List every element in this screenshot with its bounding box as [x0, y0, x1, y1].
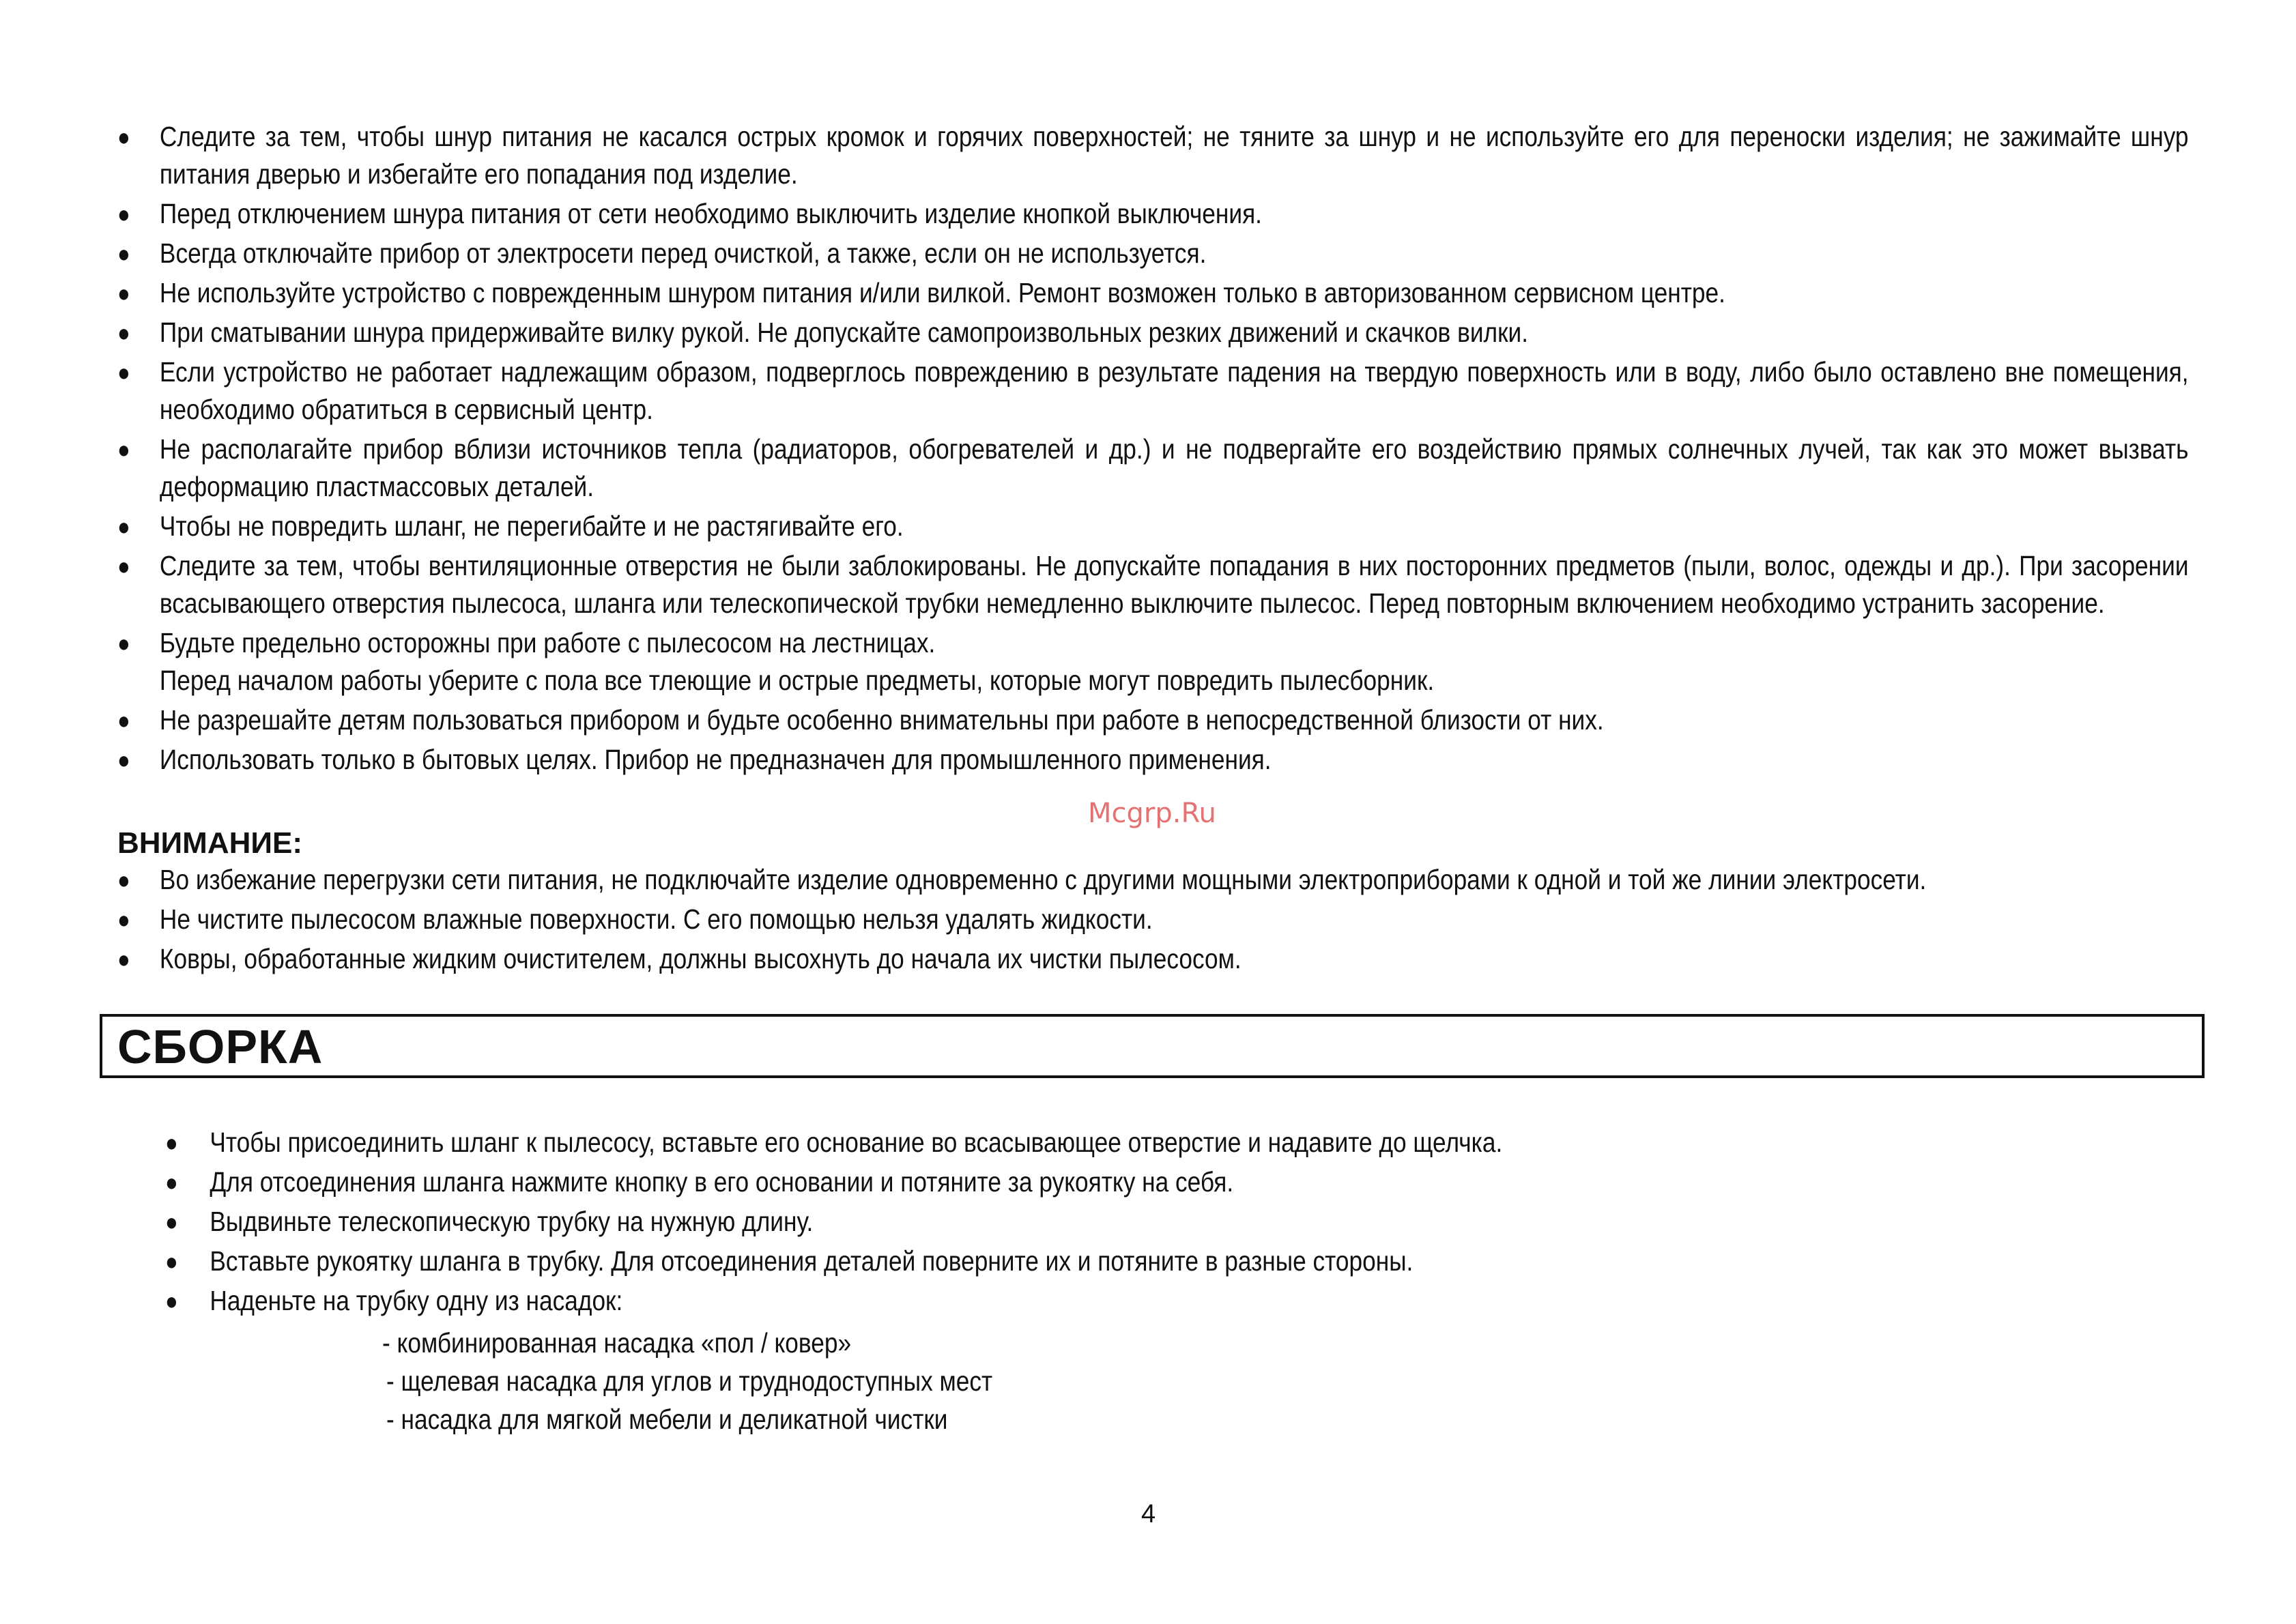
bullet-icon: ●	[117, 706, 130, 734]
list-item-text: Чтобы не повредить шланг, не перегибайте и не растягивайте его.	[159, 510, 904, 542]
bullet-icon: ●	[165, 1287, 178, 1315]
attachments-list	[382, 1324, 1091, 1438]
list-item-text: Всегда отключайте прибор от электросети перед очисткой, а также, если он не используется.	[159, 237, 1207, 269]
bullet-icon: ●	[117, 279, 130, 307]
list-item	[117, 508, 2189, 545]
list-item-text: Будьте предельно осторожны при работе с пылесосом на лестницах.	[159, 627, 936, 658]
bullet-icon: ●	[117, 435, 130, 463]
list-item	[117, 547, 2189, 622]
list-item	[117, 861, 2189, 899]
list-item-text: При сматывании шнура придерживайте вилку рукой. Не допускайте самопроизвольных резких движений и скачков вилки.	[159, 317, 1529, 348]
list-item	[117, 701, 2189, 739]
list-item-text: Не разрешайте детям пользоваться прибором и будьте особенно внимательны при работе в непосредственной близости от них.	[159, 704, 1604, 736]
safety-instructions-list	[117, 118, 2188, 781]
bullet-icon: ●	[117, 200, 130, 228]
bullet-icon: ●	[165, 1129, 178, 1157]
list-item-text: Следите за тем, чтобы вентиляционные отверстия не были заблокированы. Не допускайте попадания в них посторонних предметов (пыли, волос, одежды и др.). При засорении всасывающего отверстия пылесоса, шланга или телескопической трубки немедленно выключите пылесос. Перед повторным включением необходимо устранить засорение.	[159, 550, 2189, 619]
bullet-icon: ●	[165, 1208, 178, 1236]
list-item-text: Использовать только в бытовых целях. Прибор не предназначен для промышленного применения.	[159, 744, 1272, 775]
bullet-icon: ●	[117, 945, 130, 973]
section-title: СБОРКА	[117, 1020, 324, 1073]
bullet-icon: ●	[117, 319, 130, 347]
list-item	[117, 901, 2189, 938]
list-item-text: Ковры, обработанные жидким очистителем, должны высохнуть до начала их чистки пылесосом.	[159, 943, 1242, 974]
list-item-text: Выдвиньте телескопическую трубку на нужную длину.	[210, 1206, 814, 1237]
list-item-text: Во избежание перегрузки сети питания, не подключайте изделие одновременно с другими мощными электроприборами к одной и той же линии электросети.	[159, 864, 1927, 895]
list-item	[117, 741, 2189, 779]
list-item-text: Наденьте на трубку одну из насадок:	[210, 1285, 623, 1316]
list-item-continuation: Перед началом работы уберите с пола все тлеющие и острые предметы, которые могут повредить пылесборник.	[159, 665, 1435, 696]
bullet-icon: ●	[117, 552, 130, 580]
list-item	[165, 1124, 2008, 1161]
bullet-icon: ●	[165, 1247, 178, 1275]
bullet-icon: ●	[117, 240, 130, 267]
list-item	[117, 353, 2189, 429]
list-item-text: Чтобы присоединить шланг к пылесосу, вставьте его основание во всасывающее отверстие и надавите до щелчка.	[210, 1127, 1503, 1158]
list-item-text: Не используйте устройство с поврежденным шнуром питания и/или вилкой. Ремонт возможен только в авторизованном сервисном центре.	[159, 277, 1725, 308]
bullet-icon: ●	[117, 123, 130, 151]
list-item	[165, 1203, 2008, 1241]
bullet-icon: ●	[117, 358, 130, 386]
list-item-text: Не располагайте прибор вблизи источников тепла (радиаторов, обогревателей и др.) и не подвергайте его воздействию прямых солнечных лучей, так как это может вызвать деформацию пластмассовых деталей.	[159, 433, 2189, 502]
list-item	[117, 940, 2189, 978]
list-item	[117, 274, 2189, 312]
list-item	[117, 235, 2189, 272]
attention-list	[117, 861, 2188, 980]
assembly-steps-list	[165, 1124, 2008, 1322]
section-header-box	[100, 1014, 2205, 1078]
list-item	[165, 1243, 2008, 1280]
list-item-text: Перед отключением шнура питания от сети необходимо выключить изделие кнопкой выключения.	[159, 198, 1262, 229]
attachment-item: - комбинированная насадка «пол / ковер»	[382, 1327, 852, 1359]
bullet-icon: ●	[117, 905, 130, 933]
bullet-icon: ●	[165, 1168, 178, 1196]
bullet-icon: ●	[117, 866, 130, 894]
list-item-text: Для отсоединения шланга нажмите кнопку в его основании и потяните за рукоятку на себя.	[210, 1166, 1234, 1198]
bullet-icon: ●	[117, 512, 130, 540]
watermark: Mcgrp.Ru	[1088, 798, 1216, 829]
bullet-icon: ●	[117, 629, 130, 657]
list-item	[117, 118, 2189, 193]
list-item	[117, 624, 2189, 699]
bullet-icon: ●	[117, 746, 130, 774]
list-item	[117, 195, 2189, 233]
list-item-text: Не чистите пылесосом влажные поверхности. С его помощью нельзя удалять жидкости.	[159, 903, 1153, 935]
attachment-item: - щелевая насадка для углов и труднодоступных мест	[386, 1365, 993, 1397]
list-item	[117, 314, 2189, 351]
page-number: 4	[1141, 1500, 1156, 1528]
list-item	[117, 431, 2189, 506]
list-item	[165, 1282, 2008, 1320]
list-item-text: Следите за тем, чтобы шнур питания не касался острых кромок и горячих поверхностей; не тяните за шнур и не используйте его для переноски изделия; не зажимайте шнур питания дверью и избегайте его попадания под изделие.	[159, 121, 2189, 190]
attention-heading: ВНИМАНИЕ:	[117, 826, 303, 860]
list-item-text: Вставьте рукоятку шланга в трубку. Для отсоединения деталей поверните их и потяните в разные стороны.	[210, 1245, 1414, 1277]
attachment-item: - насадка для мягкой мебели и деликатной чистки	[386, 1404, 948, 1435]
list-item-text: Если устройство не работает надлежащим образом, подверглось повреждению в результате падения на твердую поверхность или в воду, либо было оставлено вне помещения, необходимо обратиться в сервисный центр.	[159, 356, 2189, 425]
list-item	[165, 1163, 2008, 1201]
